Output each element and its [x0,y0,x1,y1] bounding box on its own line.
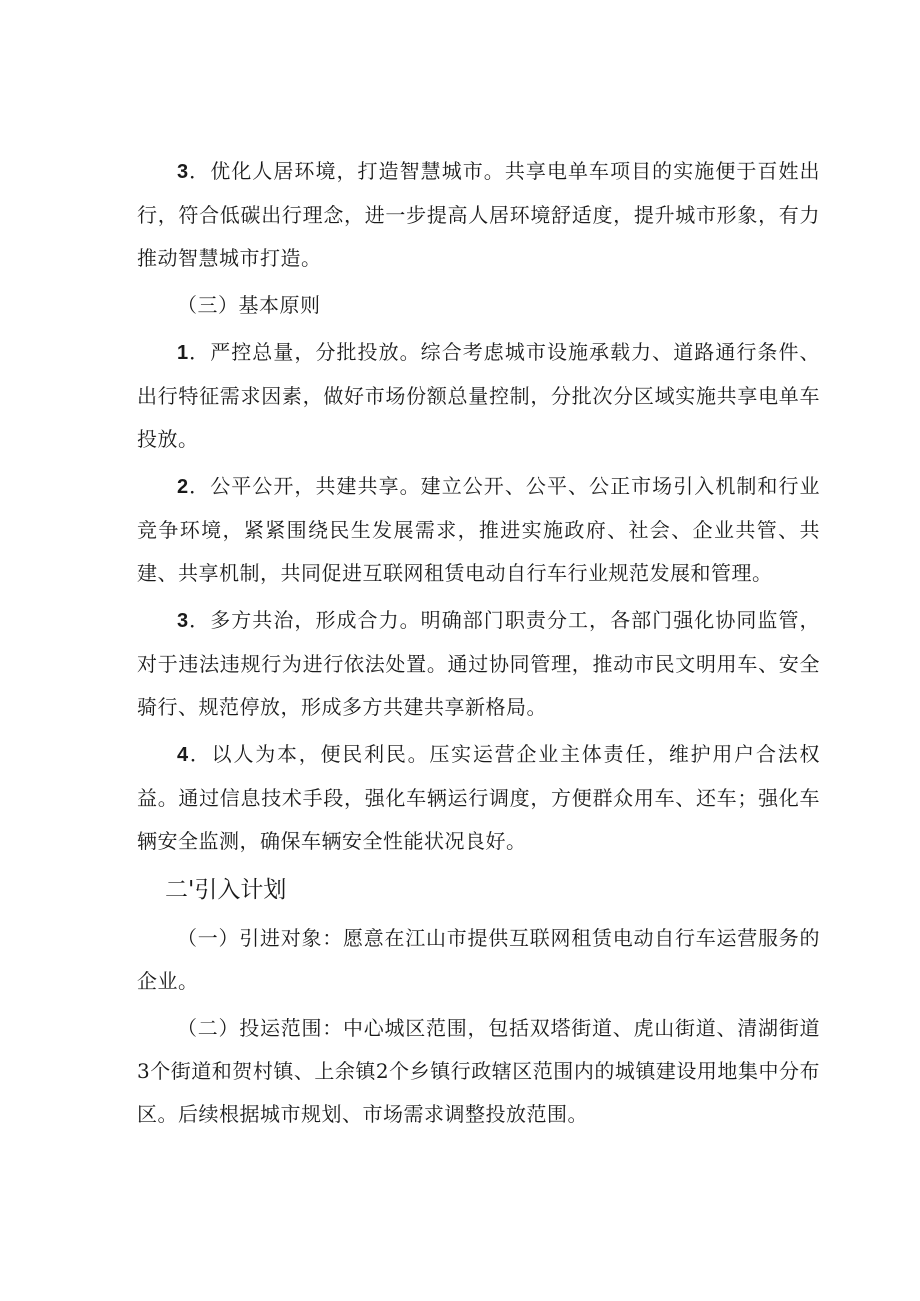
section-heading-introduction-plan: 二'引入计划 [165,877,287,903]
subsection-title-basic-principles [137,284,820,327]
paragraph-principle-2 [137,465,820,595]
paragraph-deployment-scope: （二）投运范围：中心城区范围，包括双塔街道、虎山街道、清湖街道3个街道和贺村镇、上余镇2个乡镇行政辖区范围内的城镇建设用地集中分布区。后续根据城市规划、市场需求调整投放范围。 [137,1016,820,1126]
paragraph-principle-1 [137,331,820,461]
item-number: 2 [177,476,189,498]
paragraph-text: ．优化人居环境，打造智慧城市。共享电单车项目的实施便于百姓出行，符合低碳出行理念，进一步提高人居环境舒适度，提升城市形象，有力推动智慧城市打造。 [137,159,820,270]
item-number: 4 [177,744,189,766]
paragraph-text: ．严控总量，分批投放。综合考虑城市设施承载力、道路通行条件、出行特征需求因素，做好市场份额总量控制，分批次分区域实施共享电单车投放。 [137,340,820,451]
paragraph-principle-3 [137,599,820,729]
paragraph-text: （三）基本原则 [177,293,321,317]
item-number: 3 [177,610,189,632]
paragraph-text: ．多方共治，形成合力。明确部门职责分工，各部门强化协同监管，对于违法违规行为进行依法处置。通过协同管理，推动市民文明用车、安全骑行、规范停放，形成多方共建共享新格局。 [137,608,820,719]
paragraph-text: ．公平公开，共建共享。建立公开、公平、公正市场引入机制和行业竞争环境，紧紧围绕民生发展需求，推进实施政府、社会、企业共管、共建、共享机制，共同促进互联网租赁电动自行车行业规范发展和管理。 [137,474,820,585]
paragraph-principle-4 [137,733,820,863]
paragraph-optimize-environment [137,150,820,280]
item-number: 3 [177,161,189,183]
item-number: 1 [177,342,189,364]
paragraph-introduction-target: （一）引进对象：愿意在江山市提供互联网租赁电动自行车运营服务的企业。 [137,926,820,993]
paragraph-text: ．以人为本，便民利民。压实运营企业主体责任，维护用户合法权益。通过信息技术手段，强化车辆运行调度，方便群众用车、还车；强化车辆安全监测，确保车辆安全性能状况良好。 [137,742,820,853]
